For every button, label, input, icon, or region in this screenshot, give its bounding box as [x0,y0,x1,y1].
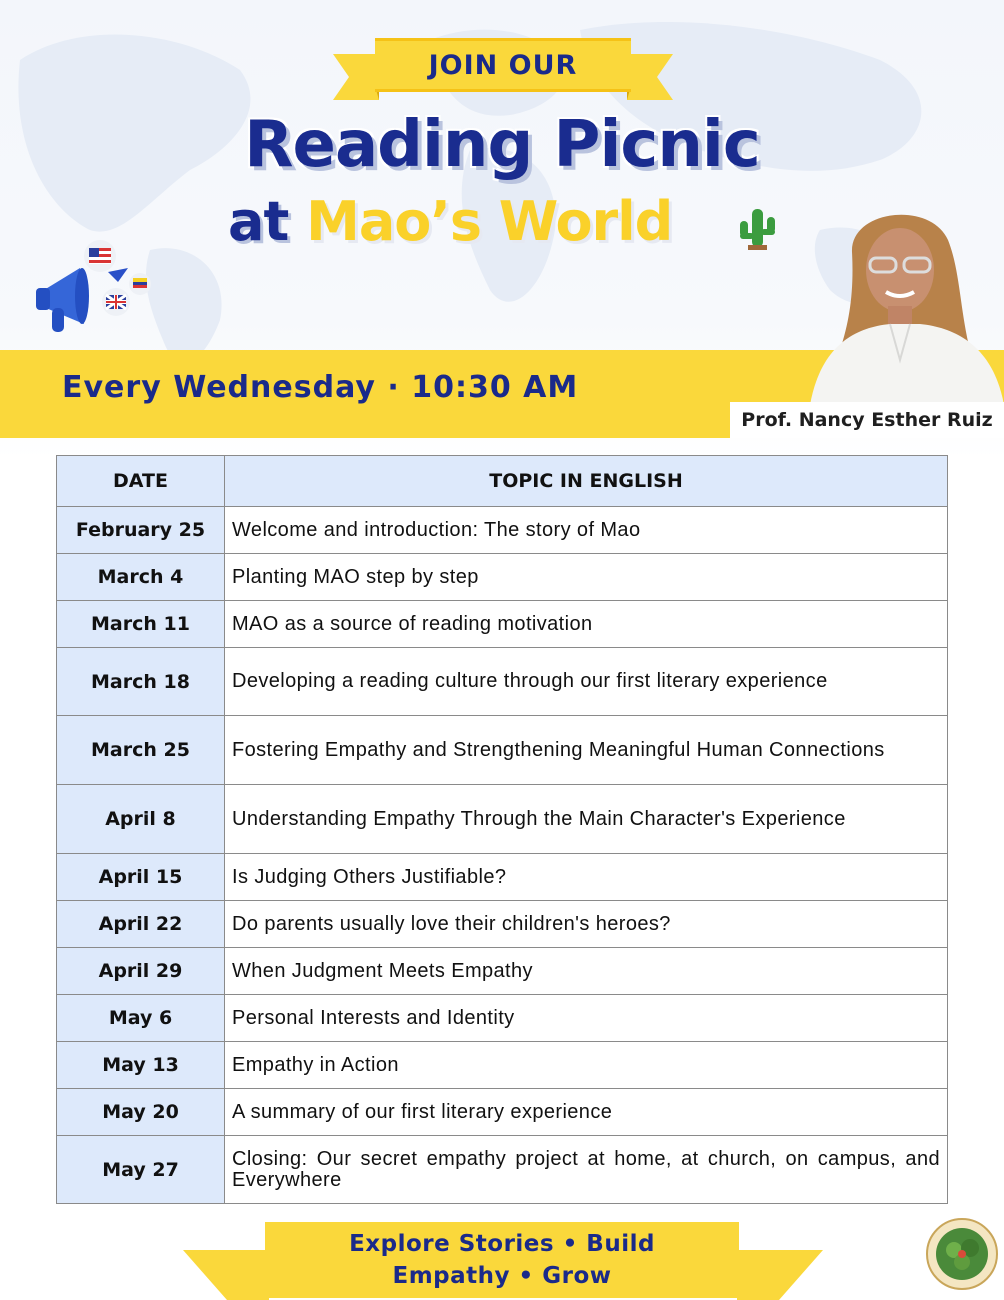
row-topic: MAO as a source of reading motivation [225,601,948,648]
table-header-row [57,456,948,507]
presenter-name: Prof. Nancy Esther Ruiz [741,409,993,431]
page-subtitle [228,190,672,260]
row-date: May 13 [57,1042,225,1089]
table-row [57,1089,948,1136]
page-title: Reading Picnic [244,108,760,182]
schedule-table [56,455,948,1204]
table-row [57,785,948,854]
footer-tagline [265,1222,739,1298]
table-row [57,601,948,648]
row-date: May 6 [57,995,225,1042]
table-row [57,507,948,554]
subtitle-highlight: Mao’s World [306,190,673,253]
column-header-date: DATE [57,456,225,507]
schedule-text: Every Wednesday · 10:30 AM [62,370,579,405]
table-row [57,716,948,785]
column-header-topic: TOPIC IN ENGLISH [225,456,948,507]
row-topic: Developing a reading culture through our first literary experience [225,648,948,716]
table-row [57,1042,948,1089]
row-topic: Empathy in Action [225,1042,948,1089]
row-topic: A summary of our first literary experience [225,1089,948,1136]
table-row [57,948,948,995]
table-row [57,854,948,901]
megaphone-icon [34,238,154,338]
row-date: April 22 [57,901,225,948]
row-topic: Fostering Empathy and Strengthening Meaningful Human Connections [225,716,948,785]
row-topic: Is Judging Others Justifiable? [225,854,948,901]
row-date: May 20 [57,1089,225,1136]
row-topic: Do parents usually love their children's heroes? [225,901,948,948]
row-date: March 11 [57,601,225,648]
row-date: April 15 [57,854,225,901]
table-row [57,901,948,948]
row-date: April 8 [57,785,225,854]
row-date: May 27 [57,1136,225,1204]
row-date: April 29 [57,948,225,995]
table-row [57,648,948,716]
row-date: February 25 [57,507,225,554]
footer-ribbon [183,1222,823,1300]
row-date: March 18 [57,648,225,716]
join-our-ribbon [333,38,673,102]
footer-line-1: Explore Stories • Build [349,1231,655,1257]
table-row [57,1136,948,1204]
row-topic: Closing: Our secret empathy project at home, at church, on campus, and Everywhere [225,1136,948,1204]
cactus-icon [734,205,780,251]
row-topic: Welcome and introduction: The story of Mao [225,507,948,554]
row-topic: Understanding Empathy Through the Main Character's Experience [225,785,948,854]
row-topic: Personal Interests and Identity [225,995,948,1042]
table-row [57,995,948,1042]
subtitle-prefix: at [228,190,289,253]
presenter-photo [810,200,1004,405]
row-date: March 4 [57,554,225,601]
row-date: March 25 [57,716,225,785]
presenter-name-box [730,402,1004,438]
table-row [57,554,948,601]
row-topic: When Judgment Meets Empathy [225,948,948,995]
row-topic: Planting MAO step by step [225,554,948,601]
ribbon-label: JOIN OUR [375,38,631,92]
footer-line-2: Empathy • Grow [392,1263,612,1289]
maos-world-logo [926,1218,998,1290]
